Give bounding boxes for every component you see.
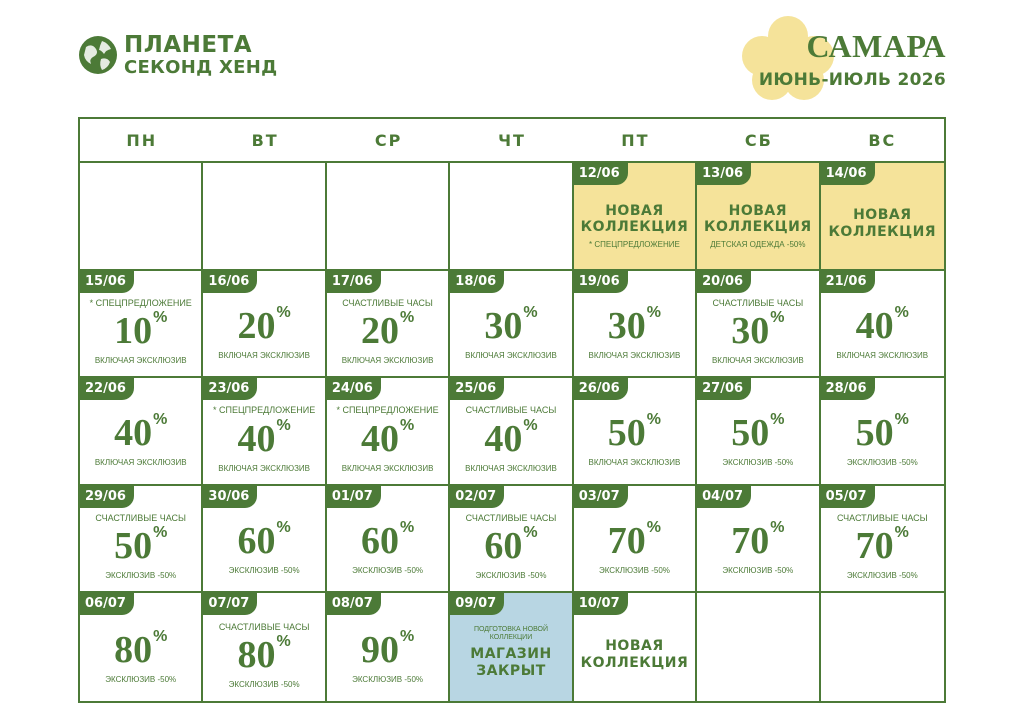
day-title: НОВАЯ КОЛЛЕКЦИЯ — [828, 207, 937, 240]
day-condition: ВКЛЮЧАЯ ЭКСКЛЮЗИВ — [218, 463, 310, 473]
date-badge: 29/06 — [80, 486, 134, 508]
weekday-header: ВС — [821, 119, 944, 163]
date-badge: 26/06 — [574, 378, 628, 400]
day-condition: ВКЛЮЧАЯ ЭКСКЛЮЗИВ — [465, 350, 557, 360]
discount-value — [360, 309, 415, 353]
calendar-cell-empty — [450, 163, 573, 271]
percent-sign: % — [276, 303, 291, 321]
discount-number: 40 — [360, 417, 399, 460]
weekday-header: ЧТ — [450, 119, 573, 163]
day-condition: ЭКСКЛЮЗИВ -50% — [722, 566, 794, 576]
calendar-cell — [80, 378, 203, 486]
day-condition: ЭКСКЛЮЗИВ -50% — [228, 679, 300, 689]
percent-sign: % — [646, 411, 662, 429]
discount-value — [237, 632, 291, 676]
calendar-cell — [821, 271, 944, 379]
discount-number: 90 — [360, 628, 399, 671]
calendar-cell — [574, 486, 697, 594]
discount-number: 70 — [855, 525, 894, 568]
day-note: * СПЕЦПРЕДЛОЖЕНИЕ — [89, 297, 192, 308]
date-badge: 17/06 — [327, 271, 381, 293]
date-badge: 06/07 — [80, 593, 134, 615]
day-condition: ДЕТСКАЯ ОДЕЖДА -50% — [710, 240, 806, 250]
calendar-cell — [203, 271, 326, 379]
day-condition: ВКЛЮЧАЯ ЭКСКЛЮЗИВ — [94, 356, 187, 366]
discount-number: 40 — [114, 412, 153, 455]
day-condition: * СПЕЦПРЕДЛОЖЕНИЕ — [589, 240, 680, 250]
calendar-cell — [574, 163, 697, 271]
day-condition: ЭКСКЛЮЗИВ -50% — [105, 674, 177, 684]
calendar-cell — [574, 593, 697, 701]
discount-value — [607, 303, 662, 347]
calendar-cell — [80, 486, 203, 594]
percent-sign: % — [153, 627, 168, 645]
day-title: НОВАЯ КОЛЛЕКЦИЯ — [580, 202, 689, 236]
calendar-cell — [821, 378, 944, 486]
day-note: СЧАСТЛИВЫЕ ЧАСЫ — [712, 297, 804, 308]
calendar-cell — [821, 486, 944, 594]
discount-number: 20 — [237, 304, 276, 347]
date-badge: 13/06 — [697, 163, 751, 185]
day-condition: ВКЛЮЧАЯ ЭКСКЛЮЗИВ — [465, 463, 557, 473]
day-condition: ЭКСКЛЮЗИВ -50% — [228, 566, 300, 576]
date-badge: 05/07 — [821, 486, 875, 508]
day-title: МАГАЗИН ЗАКРЫТ — [470, 646, 552, 680]
date-badge: 22/06 — [80, 378, 134, 400]
calendar-cell — [327, 271, 450, 379]
discount-number: 60 — [484, 525, 523, 568]
date-badge: 21/06 — [821, 271, 875, 293]
discount-number: 70 — [731, 520, 770, 563]
date-badge: 18/06 — [450, 271, 504, 293]
weekday-header: СБ — [697, 119, 820, 163]
discount-value — [237, 303, 291, 347]
discount-value — [731, 309, 785, 353]
discount-value — [731, 411, 785, 455]
discount-value — [360, 627, 415, 671]
percent-sign: % — [523, 416, 538, 434]
calendar-cell — [697, 378, 820, 486]
discount-value — [237, 416, 291, 460]
calendar-cell — [80, 271, 203, 379]
weekday-header: ПН — [80, 119, 203, 163]
day-condition: ВКЛЮЧАЯ ЭКСКЛЮЗИВ — [94, 458, 187, 468]
discount-value — [855, 303, 909, 347]
discount-number: 40 — [237, 417, 276, 460]
calendar-cell-empty — [821, 593, 944, 701]
calendar-cell — [450, 593, 573, 701]
discount-value — [237, 519, 291, 563]
calendar-cell — [327, 378, 450, 486]
city-title: САМАРА — [806, 28, 946, 64]
day-condition: ЭКСКЛЮЗИВ -50% — [846, 571, 918, 581]
percent-sign: % — [276, 519, 291, 537]
date-badge: 30/06 — [203, 486, 257, 508]
date-badge: 15/06 — [80, 271, 134, 293]
calendar-cell — [80, 593, 203, 701]
date-badge: 01/07 — [327, 486, 381, 508]
calendar-cell — [697, 163, 820, 271]
discount-number: 50 — [114, 525, 153, 568]
percent-sign: % — [276, 416, 291, 434]
discount-number: 30 — [607, 304, 646, 347]
percent-sign: % — [894, 411, 909, 429]
day-note: СЧАСТЛИВЫЕ ЧАСЫ — [218, 621, 310, 632]
day-condition: ЭКСКЛЮЗИВ -50% — [352, 566, 424, 576]
weekday-header: ПТ — [574, 119, 697, 163]
date-badge: 07/07 — [203, 593, 257, 615]
day-condition: ЭКСКЛЮЗИВ -50% — [352, 674, 424, 684]
calendar-cell — [327, 486, 450, 594]
percent-sign: % — [894, 303, 909, 321]
percent-sign: % — [523, 524, 538, 542]
discount-value — [360, 519, 415, 563]
date-badge: 25/06 — [450, 378, 504, 400]
discount-value — [484, 524, 538, 568]
date-badge: 28/06 — [821, 378, 875, 400]
calendar-cell — [450, 486, 573, 594]
discount-number: 60 — [360, 520, 399, 563]
percent-sign: % — [770, 519, 785, 537]
period-subtitle: ИЮНЬ-ИЮЛЬ 2026 — [758, 70, 946, 90]
day-note: ПОДГОТОВКА НОВОЙ КОЛЛЕКЦИИ — [473, 626, 549, 642]
percent-sign: % — [399, 627, 415, 645]
day-condition: ВКЛЮЧАЯ ЭКСКЛЮЗИВ — [588, 458, 681, 468]
calendar-cell — [327, 593, 450, 701]
discount-value — [114, 411, 168, 455]
percent-sign: % — [770, 309, 785, 327]
brand-logo — [76, 30, 277, 80]
percent-sign: % — [399, 309, 415, 327]
calendar-cell — [203, 486, 326, 594]
discount-number: 70 — [607, 520, 646, 563]
discount-number: 20 — [360, 310, 399, 353]
discount-number: 50 — [731, 412, 770, 455]
percent-sign: % — [523, 303, 538, 321]
day-title: НОВАЯ КОЛЛЕКЦИЯ — [580, 638, 689, 672]
date-badge: 02/07 — [450, 486, 504, 508]
discount-value — [114, 309, 168, 353]
discount-value — [855, 524, 909, 568]
date-badge: 14/06 — [821, 163, 875, 185]
calendar-cell — [821, 163, 944, 271]
date-badge: 12/06 — [574, 163, 628, 185]
calendar-cell-empty — [203, 163, 326, 271]
brand-name-line2: СЕКОНД ХЕНД — [124, 56, 278, 78]
discount-value — [855, 411, 909, 455]
discount-value — [484, 303, 538, 347]
date-badge: 20/06 — [697, 271, 751, 293]
calendar-cell — [203, 378, 326, 486]
date-badge: 19/06 — [574, 271, 628, 293]
weekday-header: ВТ — [203, 119, 326, 163]
discount-number: 80 — [114, 628, 153, 671]
discount-value — [607, 519, 662, 563]
percent-sign: % — [153, 524, 168, 542]
day-note: СЧАСТЛИВЫЕ ЧАСЫ — [342, 297, 433, 308]
day-note: СЧАСТЛИВЫЕ ЧАСЫ — [465, 405, 557, 416]
discount-number: 60 — [237, 520, 276, 563]
discount-value — [731, 519, 785, 563]
discount-number: 10 — [114, 310, 153, 353]
day-condition: ЭКСКЛЮЗИВ -50% — [105, 571, 177, 581]
date-badge: 24/06 — [327, 378, 381, 400]
date-badge: 27/06 — [697, 378, 751, 400]
day-condition: ВКЛЮЧАЯ ЭКСКЛЮЗИВ — [218, 350, 310, 360]
date-badge: 10/07 — [574, 593, 628, 615]
weekday-header: СР — [327, 119, 450, 163]
day-condition: ВКЛЮЧАЯ ЭКСКЛЮЗИВ — [588, 350, 681, 360]
date-badge: 23/06 — [203, 378, 257, 400]
percent-sign: % — [276, 632, 291, 650]
percent-sign: % — [646, 519, 662, 537]
day-condition: ВКЛЮЧАЯ ЭКСКЛЮЗИВ — [341, 463, 434, 473]
day-condition: ВКЛЮЧАЯ ЭКСКЛЮЗИВ — [341, 356, 434, 366]
percent-sign: % — [770, 411, 785, 429]
percent-sign: % — [153, 411, 168, 429]
calendar-cell — [574, 378, 697, 486]
calendar-cell — [697, 486, 820, 594]
day-note: * СПЕЦПРЕДЛОЖЕНИЕ — [336, 405, 439, 416]
day-note: * СПЕЦПРЕДЛОЖЕНИЕ — [213, 405, 316, 416]
percent-sign: % — [894, 524, 909, 542]
calendar-cell — [450, 378, 573, 486]
calendar-cell — [450, 271, 573, 379]
percent-sign: % — [153, 309, 168, 327]
date-badge: 08/07 — [327, 593, 381, 615]
discount-value — [484, 416, 538, 460]
calendar-cell-empty — [80, 163, 203, 271]
calendar-cell — [574, 271, 697, 379]
discount-number: 50 — [607, 412, 646, 455]
discount-value — [360, 416, 415, 460]
discount-number: 30 — [731, 310, 770, 353]
discount-value — [114, 524, 168, 568]
percent-sign: % — [399, 519, 415, 537]
day-note: СЧАСТЛИВЫЕ ЧАСЫ — [836, 512, 928, 523]
day-condition: ВКЛЮЧАЯ ЭКСКЛЮЗИВ — [836, 350, 929, 360]
discount-number: 40 — [484, 417, 523, 460]
brand-name-line1: ПЛАНЕТА — [124, 31, 253, 58]
date-badge: 04/07 — [697, 486, 751, 508]
day-title: НОВАЯ КОЛЛЕКЦИЯ — [704, 202, 812, 236]
day-note: СЧАСТЛИВЫЕ ЧАСЫ — [95, 512, 187, 523]
day-note: СЧАСТЛИВЫЕ ЧАСЫ — [465, 512, 557, 523]
day-condition: ЭКСКЛЮЗИВ -50% — [846, 458, 918, 468]
calendar-cell — [697, 271, 820, 379]
discount-number: 50 — [855, 412, 894, 455]
day-condition: ВКЛЮЧАЯ ЭКСКЛЮЗИВ — [711, 356, 804, 366]
globe-icon — [76, 33, 120, 77]
calendar-cell-empty — [697, 593, 820, 701]
percent-sign: % — [646, 303, 662, 321]
discount-value — [607, 411, 662, 455]
discount-value — [114, 627, 168, 671]
date-badge: 16/06 — [203, 271, 257, 293]
day-condition: ЭКСКЛЮЗИВ -50% — [722, 458, 794, 468]
calendar-cell — [203, 593, 326, 701]
discount-number: 80 — [237, 633, 276, 676]
discount-number: 30 — [484, 304, 523, 347]
sales-calendar — [78, 117, 946, 703]
discount-number: 40 — [855, 304, 894, 347]
day-condition: ЭКСКЛЮЗИВ -50% — [598, 566, 670, 576]
day-condition: ЭКСКЛЮЗИВ -50% — [475, 571, 547, 581]
calendar-cell-empty — [327, 163, 450, 271]
date-badge: 03/07 — [574, 486, 628, 508]
date-badge: 09/07 — [450, 593, 504, 615]
percent-sign: % — [399, 416, 415, 434]
